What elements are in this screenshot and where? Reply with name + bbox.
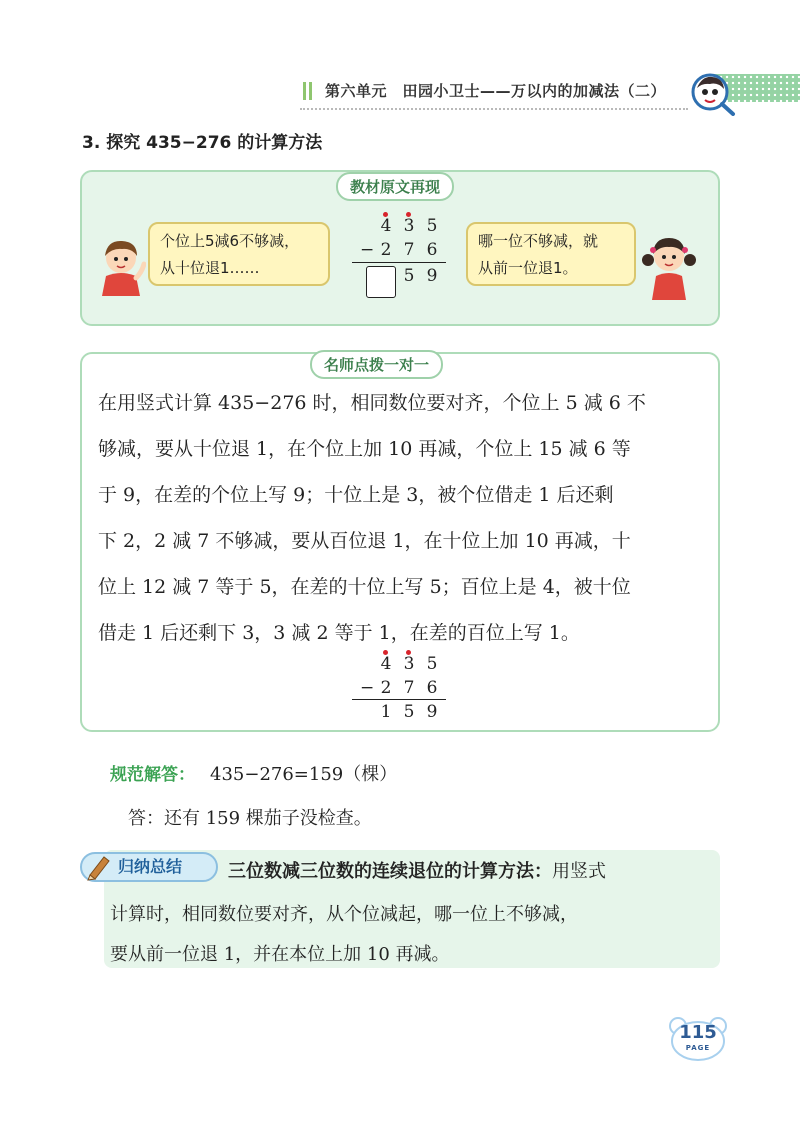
page-word: PAGE (685, 1044, 711, 1052)
digit: 3 (403, 216, 415, 236)
summary-title: 三位数减三位数的连续退位的计算方法： (228, 861, 552, 882)
teacher-explanation (98, 380, 718, 656)
digit: 9 (426, 702, 438, 722)
explanation-line: 下 2，2 减 7 不够减，要从百位退 1，在十位上加 10 再减，十 (98, 530, 631, 552)
answer-expression: 435−276=159（棵） (210, 764, 398, 785)
digit: 5 (403, 266, 415, 286)
digit: 7 (403, 240, 415, 260)
section-title: 3. 探究 435−276 的计算方法 (82, 133, 323, 153)
mascot-magnifier-icon (688, 70, 736, 116)
result-line (352, 262, 446, 263)
result-line (352, 699, 446, 700)
girl-speech-bubble (466, 222, 636, 286)
digit: 5 (426, 216, 438, 236)
summary-line: 用竖式 (552, 861, 606, 882)
digit: 5 (403, 702, 415, 722)
digit: 9 (426, 266, 438, 286)
digit: 7 (403, 678, 415, 698)
teacher-box-label: 名师点拨一对一 (310, 350, 443, 379)
header-bars-icon (303, 82, 315, 102)
boy-bubble-line: 从十位退1…… (160, 259, 260, 277)
digit: 6 (426, 240, 438, 260)
explanation-line: 够减，要从十位退 1，在个位上加 10 再减，个位上 15 减 6 等 (98, 438, 631, 460)
summary-badge: 归纳总结 (80, 852, 218, 882)
answer-box (366, 266, 396, 298)
summary-line: 计算时，相同数位要对齐，从个位减起，哪一位上不够减， (110, 904, 578, 925)
answer-text: 答：还有 159 棵茄子没检查。 (128, 808, 372, 829)
summary-line: 要从前一位退 1，并在本位上加 10 再减。 (110, 944, 450, 965)
boy-figure-icon (96, 234, 146, 300)
girl-bubble-line: 从前一位退1。 (478, 259, 578, 277)
boy-bubble-line: 个位上5减6不够减， (160, 232, 300, 250)
pencil-icon (84, 851, 114, 881)
digit: 2 (380, 240, 392, 260)
digit: 2 (380, 678, 392, 698)
header-divider (300, 108, 688, 110)
explanation-line: 在用竖式计算 435−276 时，相同数位要对齐，个位上 5 减 6 不 (98, 392, 646, 414)
unit-title: 第六单元 田园小卫士——万以内的加减法（二） (325, 82, 667, 100)
digit: 3 (403, 654, 415, 674)
answer-label: 规范解答： (110, 765, 195, 785)
digit: 4 (380, 216, 392, 236)
girl-figure-icon (638, 228, 700, 302)
digit: 5 (426, 654, 438, 674)
explanation-line: 位上 12 减 7 等于 5，在差的十位上写 5；百位上是 4，被十位 (98, 576, 631, 598)
girl-bubble-line: 哪一位不够减，就 (478, 232, 599, 250)
minus-sign: − (360, 240, 375, 260)
page-number: 115 (679, 1022, 717, 1043)
digit: 6 (426, 678, 438, 698)
textbook-box-label: 教材原文再现 (336, 172, 454, 201)
summary-first-line (228, 857, 606, 883)
digit: 1 (380, 702, 392, 722)
explanation-line: 于 9，在差的个位上写 9；十位上是 3，被个位借走 1 后还剩 (98, 484, 614, 506)
digit: 4 (380, 654, 392, 674)
minus-sign: − (360, 678, 375, 698)
boy-speech-bubble (148, 222, 330, 286)
explanation-line: 借走 1 后还剩下 3，3 减 2 等于 1，在差的百位上写 1。 (98, 622, 580, 644)
